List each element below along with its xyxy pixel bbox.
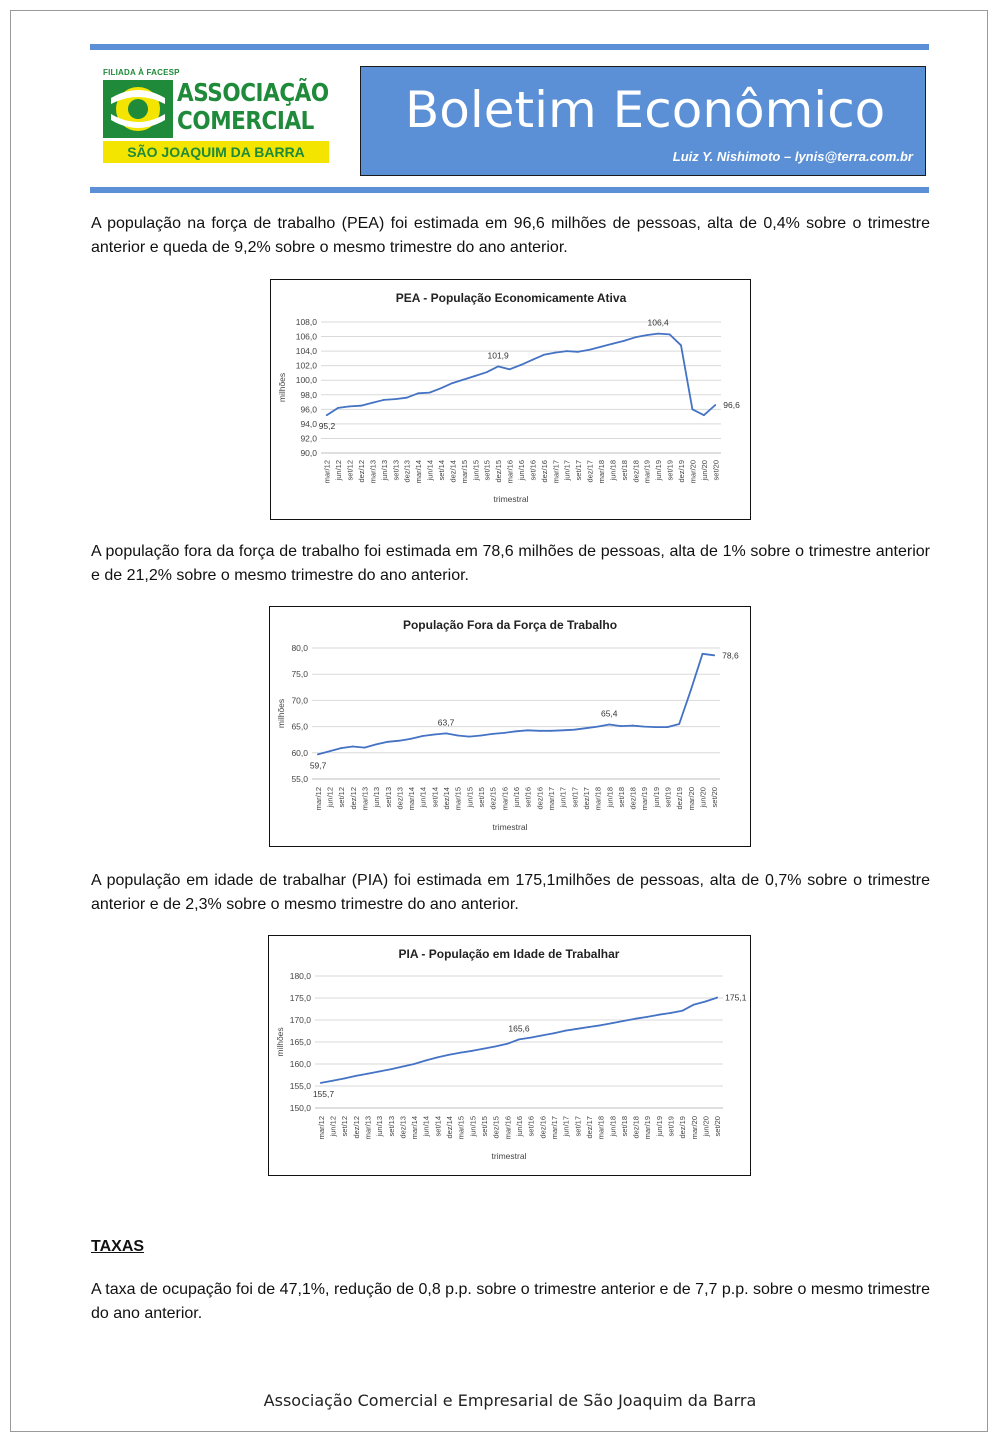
x-tick-label: set/12 (340, 1116, 350, 1137)
x-tick-label: dez/16 (539, 460, 549, 483)
chart-pea (271, 280, 749, 518)
data-point (355, 1075, 357, 1077)
data-point (360, 405, 362, 407)
data-point (632, 725, 634, 727)
x-tick-label: mar/13 (363, 1116, 373, 1140)
y-tick-label: 160,0 (289, 1059, 311, 1069)
data-point (611, 1022, 613, 1024)
y-tick-label: 98,0 (300, 389, 317, 400)
y-tick-label: 60,0 (291, 747, 308, 758)
x-tick-label: dez/13 (398, 1116, 408, 1139)
data-point (434, 734, 436, 736)
x-tick-label: jun/13 (375, 1116, 385, 1137)
x-tick-label: mar/20 (686, 787, 696, 811)
data-point (550, 730, 552, 732)
x-tick-label: set/20 (713, 1116, 723, 1137)
paragraph-pia: A população em idade de trabalhar (PIA) foi estimada em 175,1milhões de pessoas, alta de 0,7% sobre o trimestre anterior e de 2,3% sobre o mesmo trimestre do ano anterior. (91, 872, 930, 913)
data-label: 65,4 (600, 708, 618, 719)
data-point (681, 1010, 683, 1012)
x-tick-label: jun/16 (512, 787, 521, 808)
data-point (713, 654, 715, 656)
x-tick-label: dez/12 (357, 460, 366, 483)
data-point (448, 1054, 450, 1056)
x-tick-label: set/13 (386, 1116, 396, 1137)
data-point (364, 747, 366, 749)
paragraph-fora: A população fora da força de trabalho foi estimada em 78,6 milhões de pessoas, alta de 1% sobre o trimestre anterior e de 21,2% sobre o mesmo trimestre do ano anterior. (91, 543, 930, 584)
x-tick-label: jun/17 (558, 787, 568, 808)
data-point (538, 730, 540, 732)
data-point (714, 404, 716, 406)
x-tick-label: jun/16 (517, 460, 526, 481)
x-tick-label: jun/20 (699, 460, 709, 481)
data-point (471, 1050, 473, 1052)
data-point (670, 1012, 672, 1014)
y-tick-label: 165,0 (289, 1037, 311, 1047)
data-label: 78,6 (722, 650, 739, 661)
paragraph-pea: A população na força de trabalho (PEA) foi estimada em 96,6 milhões de pessoas, alta de 0,4% sobre o trimestre anterior e queda de 9,2% sobre o mesmo trimestre do ano anterior. (91, 215, 930, 256)
logo-emblem-icon (103, 80, 173, 138)
x-tick-label: dez/12 (348, 787, 358, 810)
data-point (692, 408, 694, 410)
x-tick-label: jun/12 (334, 460, 344, 481)
y-tick-label: 65,0 (291, 721, 308, 732)
data-point (410, 738, 412, 740)
data-point (608, 724, 610, 726)
x-tick-label: dez/19 (678, 1116, 688, 1139)
data-point (417, 392, 419, 394)
x-tick-label: dez/19 (677, 460, 686, 483)
data-point (588, 1026, 590, 1028)
x-tick-label: dez/13 (395, 787, 405, 810)
data-point (634, 336, 636, 338)
title-banner (360, 66, 926, 176)
y-tick-label: 55,0 (291, 774, 308, 784)
x-tick-label: mar/20 (689, 1116, 699, 1140)
x-tick-label: dez/15 (494, 460, 504, 483)
data-point (589, 349, 591, 351)
x-tick-label: jun/15 (465, 787, 475, 808)
data-label: 96,6 (723, 399, 740, 410)
data-point (390, 1068, 392, 1070)
x-tick-label: mar/15 (453, 787, 463, 811)
x-tick-label: dez/17 (581, 787, 591, 810)
x-tick-label: set/18 (619, 1116, 629, 1137)
x-tick-label: jun/14 (425, 460, 435, 481)
data-point (612, 343, 614, 345)
x-tick-label: set/20 (710, 787, 720, 808)
data-point (406, 397, 408, 399)
x-tick-label: dez/14 (442, 787, 452, 810)
data-point (573, 729, 575, 731)
x-tick-label: dez/14 (448, 460, 458, 483)
x-tick-label: set/12 (345, 460, 355, 481)
bulletin-title: Boletim Econômico (405, 81, 886, 139)
data-point (326, 414, 328, 416)
y-tick-label: 102,0 (295, 360, 317, 371)
x-tick-label: dez/17 (584, 1116, 594, 1139)
x-tick-label: mar/17 (549, 1116, 559, 1140)
x-tick-label: set/14 (430, 787, 440, 808)
x-tick-label: mar/18 (593, 787, 603, 811)
data-point (422, 735, 424, 737)
x-tick-label: jun/19 (651, 787, 661, 808)
x-tick-label: mar/17 (551, 460, 561, 484)
y-tick-label: 94,0 (300, 418, 317, 429)
y-axis-title: milhões (277, 372, 287, 403)
series-line (327, 334, 716, 416)
data-label: 155,7 (312, 1088, 335, 1099)
data-point (383, 399, 385, 401)
paragraph-taxa-ocupacao: A taxa de ocupação foi de 47,1%, redução de 0,8 p.p. sobre o trimestre anterior e de 7,7 p.p. sobre o mesmo trimestre do ano anterior. (91, 1281, 930, 1322)
chart-fora-frame (269, 606, 751, 847)
data-point (413, 1063, 415, 1065)
data-point (566, 350, 568, 352)
y-tick-label: 170,0 (289, 1015, 311, 1025)
y-tick-label: 90,0 (300, 448, 317, 458)
data-point (437, 1057, 439, 1059)
x-tick-label: dez/17 (585, 460, 595, 483)
data-point (445, 733, 447, 735)
data-point (643, 726, 645, 728)
x-tick-label: set/15 (477, 787, 487, 808)
x-tick-label: jun/16 (515, 1116, 524, 1137)
y-tick-label: 175,0 (289, 993, 311, 1003)
data-point (340, 747, 342, 749)
chart-fora (270, 607, 749, 845)
data-label: 165,6 (508, 1023, 530, 1034)
data-point (657, 333, 659, 335)
y-tick-label: 108,0 (295, 317, 317, 327)
data-point (646, 334, 648, 336)
data-point (655, 726, 657, 728)
data-point (543, 354, 545, 356)
data-point (387, 741, 389, 743)
x-tick-label: jun/19 (654, 460, 664, 481)
chart-pea-frame (270, 279, 751, 520)
x-tick-label: mar/12 (316, 1116, 326, 1140)
data-point (716, 997, 718, 999)
data-point (317, 753, 319, 755)
data-point (553, 1032, 555, 1034)
x-tick-label: jun/20 (701, 1116, 711, 1137)
x-tick-label: dez/15 (491, 1116, 501, 1139)
x-tick-label: mar/19 (640, 787, 650, 811)
x-tick-label: mar/14 (407, 787, 417, 811)
x-tick-label: mar/19 (643, 1116, 653, 1140)
bulletin-author: Luiz Y. Nishimoto – lynis@terra.com.br (672, 149, 913, 164)
data-point (337, 407, 339, 409)
y-tick-label: 106,0 (295, 331, 317, 342)
data-point (474, 375, 476, 377)
data-point (440, 387, 442, 389)
logo-affiliation: FILIADA À FACESP (103, 68, 180, 77)
data-point (399, 740, 401, 742)
data-point (690, 689, 692, 691)
x-tick-label: dez/19 (675, 787, 685, 810)
x-tick-label: jun/12 (328, 1116, 338, 1137)
data-point (518, 1038, 520, 1040)
data-point (343, 1078, 345, 1080)
data-point (703, 414, 705, 416)
header-bottom-rule (90, 187, 929, 193)
logo-city: SÃO JOAQUIM DA BARRA (103, 141, 329, 163)
data-point (352, 746, 354, 748)
x-tick-label: jun/17 (561, 1116, 571, 1137)
data-point (468, 736, 470, 738)
y-tick-label: 100,0 (295, 375, 317, 386)
x-tick-label: set/14 (433, 1116, 443, 1137)
x-tick-label: set/19 (665, 460, 675, 481)
x-tick-label: mar/14 (410, 1116, 420, 1140)
data-point (530, 1037, 532, 1039)
data-point (669, 333, 671, 335)
data-label: 101,9 (487, 350, 509, 361)
x-tick-label: mar/16 (505, 460, 515, 484)
section-heading-taxas: TAXAS (91, 1238, 145, 1255)
data-point (492, 733, 494, 735)
x-tick-label: jun/14 (421, 1116, 431, 1137)
y-tick-label: 180,0 (289, 971, 311, 981)
data-point (680, 344, 682, 346)
x-tick-label: set/15 (480, 1116, 490, 1137)
data-point (576, 1028, 578, 1030)
data-point (495, 1046, 497, 1048)
chart-title: População Fora da Força de Trabalho (402, 618, 618, 632)
x-tick-label: set/15 (482, 460, 492, 481)
x-tick-label: mar/13 (360, 787, 370, 811)
x-tick-label: set/19 (666, 1116, 676, 1137)
x-tick-label: dez/13 (402, 460, 412, 483)
x-tick-label: mar/12 (322, 460, 332, 484)
data-point (332, 1080, 334, 1082)
x-tick-label: set/13 (391, 460, 401, 481)
x-tick-label: dez/16 (535, 787, 545, 810)
data-point (320, 1082, 322, 1084)
data-point (460, 1052, 462, 1054)
x-tick-label: dez/18 (631, 1116, 641, 1139)
y-tick-label: 96,0 (300, 404, 317, 415)
data-label: 175,1 (725, 992, 747, 1003)
x-tick-label: set/16 (523, 787, 533, 808)
page-footer: Associação Comercial e Empresarial de São Joaquim da Barra (263, 1391, 757, 1410)
data-point (667, 726, 669, 728)
data-point (349, 406, 351, 408)
y-tick-label: 92,0 (300, 433, 317, 444)
data-point (646, 1016, 648, 1018)
x-tick-label: dez/18 (631, 460, 641, 483)
x-tick-label: mar/16 (503, 1116, 513, 1140)
x-tick-label: jun/13 (379, 460, 389, 481)
chart-pia (269, 936, 749, 1174)
y-axis-title: milhões (276, 698, 286, 729)
x-tick-label: jun/18 (608, 1116, 618, 1137)
y-tick-label: 104,0 (295, 346, 317, 357)
data-point (329, 750, 331, 752)
data-label: 95,2 (318, 421, 336, 432)
data-point (635, 1018, 637, 1020)
data-point (600, 1024, 602, 1026)
data-point (693, 1004, 695, 1006)
data-point (463, 379, 465, 381)
data-point (497, 365, 499, 367)
x-axis-title: trimestral (493, 494, 529, 504)
data-point (402, 1066, 404, 1068)
data-point (515, 730, 517, 732)
x-tick-label: set/17 (574, 460, 584, 481)
x-axis-title: trimestral (491, 1151, 527, 1161)
series-line (318, 654, 714, 755)
data-point (457, 735, 459, 737)
data-point (483, 1048, 485, 1050)
data-label: 106,4 (647, 317, 669, 328)
data-point (429, 392, 431, 394)
x-tick-label: jun/20 (698, 787, 708, 808)
data-point (506, 1043, 508, 1045)
x-tick-label: set/19 (663, 787, 673, 808)
logo-name-line2: COMERCIAL (177, 106, 314, 135)
data-point (554, 352, 556, 354)
x-tick-label: jun/18 (605, 787, 615, 808)
x-tick-label: mar/12 (313, 787, 323, 811)
x-tick-label: jun/18 (608, 460, 618, 481)
data-point (565, 1030, 567, 1032)
x-tick-label: set/20 (711, 460, 721, 481)
x-tick-label: set/18 (619, 460, 629, 481)
data-point (597, 726, 599, 728)
x-tick-label: set/12 (337, 787, 347, 808)
x-tick-label: mar/19 (642, 460, 652, 484)
y-axis-title: milhões (275, 1027, 285, 1057)
y-tick-label: 75,0 (291, 669, 308, 680)
y-tick-label: 155,0 (289, 1081, 311, 1091)
data-point (503, 732, 505, 734)
x-tick-label: jun/14 (418, 787, 428, 808)
data-point (520, 364, 522, 366)
data-point (367, 1073, 369, 1075)
data-point (623, 340, 625, 342)
x-tick-label: mar/15 (456, 1116, 466, 1140)
x-tick-label: set/16 (528, 460, 538, 481)
data-label: 63,7 (437, 717, 455, 728)
x-tick-label: mar/18 (596, 1116, 606, 1140)
x-tick-label: dez/18 (628, 787, 638, 810)
data-point (705, 1001, 707, 1003)
chart-pia-frame (268, 935, 751, 1176)
x-tick-label: dez/14 (445, 1116, 455, 1139)
x-tick-label: jun/15 (468, 1116, 478, 1137)
x-tick-label: mar/16 (500, 787, 510, 811)
association-logo (103, 68, 331, 168)
x-tick-label: set/14 (437, 460, 446, 481)
data-point (509, 368, 511, 370)
data-point (658, 1014, 660, 1016)
data-point (372, 402, 374, 404)
x-tick-label: jun/19 (654, 1116, 664, 1137)
x-tick-label: jun/12 (325, 787, 335, 808)
data-point (378, 1071, 380, 1073)
x-tick-label: jun/13 (372, 787, 382, 808)
data-point (577, 351, 579, 353)
data-point (678, 723, 680, 725)
y-tick-label: 150,0 (289, 1103, 311, 1113)
x-tick-label: mar/13 (368, 460, 378, 484)
data-point (702, 653, 704, 655)
x-tick-label: set/13 (383, 787, 393, 808)
data-point (600, 346, 602, 348)
data-point (541, 1035, 543, 1037)
x-tick-label: set/17 (573, 1116, 583, 1137)
x-tick-label: mar/14 (414, 460, 424, 484)
x-tick-label: dez/12 (351, 1116, 361, 1139)
data-point (394, 398, 396, 400)
data-point (527, 729, 529, 731)
x-tick-label: jun/17 (562, 460, 572, 481)
data-point (620, 725, 622, 727)
data-point (425, 1060, 427, 1062)
data-point (486, 371, 488, 373)
x-tick-label: dez/16 (538, 1116, 548, 1139)
data-point (375, 744, 377, 746)
data-label: 59,7 (309, 760, 327, 771)
chart-title: PEA - População Economicamente Ativa (395, 291, 627, 305)
x-tick-label: dez/15 (488, 787, 498, 810)
y-tick-label: 80,0 (291, 643, 308, 653)
chart-title: PIA - População em Idade de Trabalhar (398, 947, 620, 961)
x-tick-label: mar/18 (597, 460, 606, 484)
y-tick-label: 70,0 (291, 695, 308, 706)
data-point (623, 1020, 625, 1022)
logo-name-line1: ASSOCIAÇÃO (177, 78, 329, 107)
data-point (562, 729, 564, 731)
x-tick-label: set/17 (570, 787, 580, 808)
x-axis-title: trimestral (492, 822, 528, 832)
data-point (452, 382, 454, 384)
header-top-rule (90, 44, 929, 50)
x-tick-label: set/16 (526, 1116, 536, 1137)
data-point (585, 727, 587, 729)
x-tick-label: set/18 (616, 787, 626, 808)
x-tick-label: mar/15 (459, 460, 469, 484)
data-point (532, 359, 534, 361)
x-tick-label: jun/15 (471, 460, 481, 481)
data-point (480, 735, 482, 737)
x-tick-label: mar/17 (546, 787, 556, 811)
x-tick-label: mar/20 (688, 460, 698, 484)
